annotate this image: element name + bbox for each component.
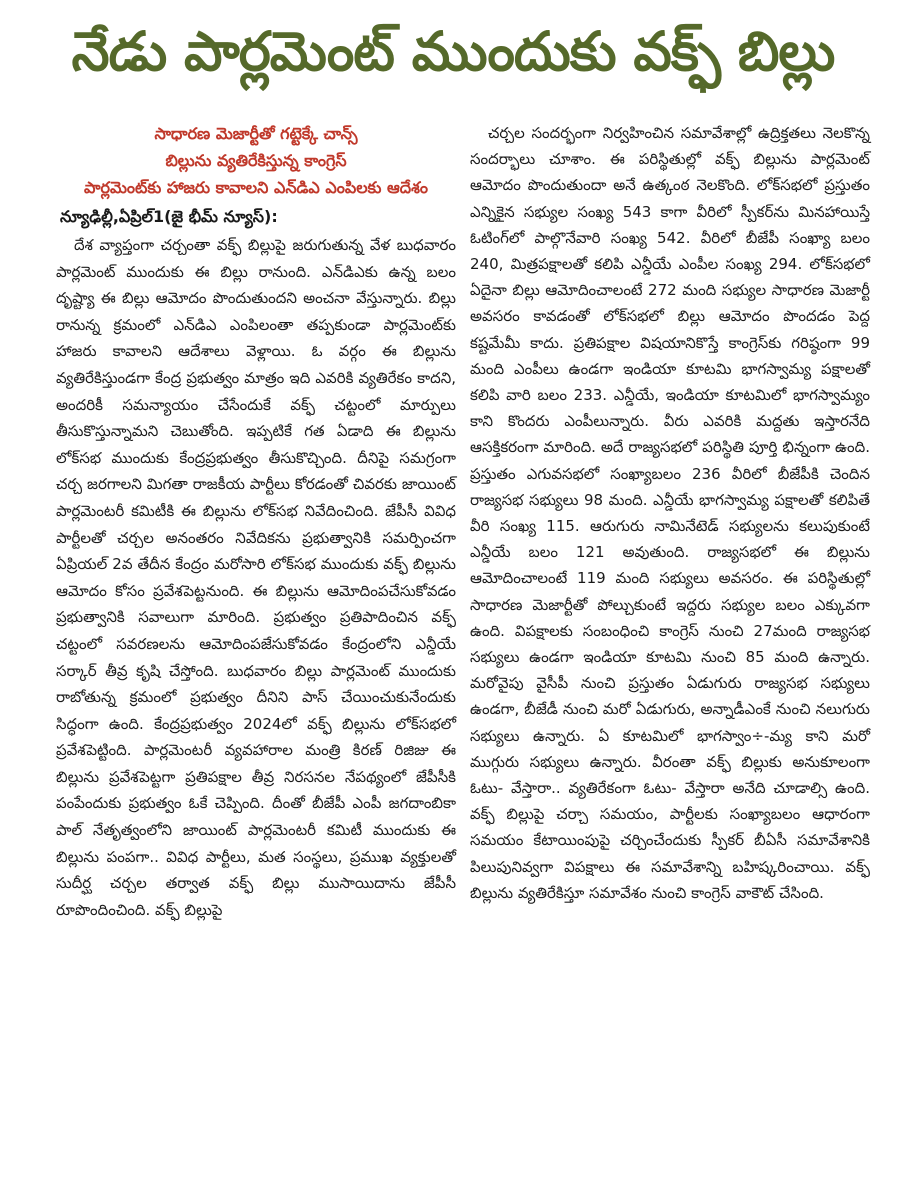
headline: నేడు పార్లమెంట్ ముందుకు వక్ఫ్ బిల్లు xyxy=(71,20,835,83)
right-column xyxy=(470,120,870,906)
subheading-3: పార్లమెంట్‌కు హాజరు కావాలని ఎన్‌డిఎ ఎంపిలకు ఆదేశం xyxy=(84,178,428,197)
right-paragraph: చర్చల సందర్భంగా నిర్వహించిన సమావేశాల్లో ఉద్రిక్తతలు నెలకొన్న సందర్భాలు చూశాం. ఈ పరిస్థితుల్లో వక్ఫ్ బిల్లును పార్లమెంట్ ఆమోదం పొందుతుందా అనే ఉత్కంఠ నెలకొంది. లోక్‌సభలో ప్రస్తుతం ఎన్నికైన సభ్యుల సంఖ్య 543 కాగా వీరిలో స్పీకర్‌ను మినహాయిస్తే ఓటింగ్‌లో పాల్గొనేవారి సంఖ్య 542. వీరిలో బీజేపీ సంఖ్యా బలం 240, మిత్రపక్షాలతో కలిపి ఎన్డీయే ఎంపీల సంఖ్య 294. లోక్‌సభలో ఏదైనా బిల్లు ఆమోదించాలంటే 272 మంది సభ్యుల సాధారణ మెజార్టీ అవసరం కావడంతో లోక్‌సభలో బిల్లు ఆమోదం పొందడం పెద్ద కష్టమేమీ కాదు. ప్రతిపక్షాల విషయానికొస్తే కాంగ్రెస్‌కు గరిష్ఠంగా 99 మంది ఎంపీలు ఉండగా ఇండియా కూటమి భాగస్వామ్య పక్షాలతో కలిపి వారి బలం 233. ఎన్డీయే, ఇండియా కూటమిలో భాగస్వామ్యం కాని కొందరు ఎంపీలున్నారు. వీరు ఎవరికి మద్దతు ఇస్తారనేది ఆసక్తికరంగా మారింది. అదే రాజ్యసభలో పరిస్థితి పూర్తి భిన్నంగా ఉంది. ప్రస్తుతం ఎగువసభలో సంఖ్యాబలం 236 వీరిలో బీజేపీకి చెందిన రాజ్యసభ సభ్యులు 98 మంది. ఎన్డీయే భాగస్వామ్య పక్షాలతో కలిపితే వీరి సంఖ్య 115. ఆరుగురు నామినేటెడ్ సభ్యులను కలుపుకుంటే ఎన్డీయే బలం 121 అవుతుంది. రాజ్యసభలో ఈ బిల్లును ఆమోదించాలంటే 119 మంది సభ్యులు అవసరం. ఈ పరిస్థితుల్లో సాధారణ మెజార్టీతో పోల్చుకుంటే ఇద్దరు సభ్యుల బలం ఎక్కువగా ఉంది. విపక్షాలకు సంబంధించి కాంగ్రెస్ నుంచి 27మంది రాజ్యసభ సభ్యులు ఉండగా ఇండియా కూటమి నుంచి 85 మంది ఉన్నారు. మరోవైపు వైసీపీ నుంచి ప్రస్తుతం ఏడుగురు రాజ్యసభ సభ్యులు ఉండగా, బీజేడీ నుంచి మరో ఏడుగురు, అన్నాడీఎంకే నుంచి నలుగురు సభ్యులు ఉన్నారు. ఏ కూటమిలో భాగస్వాం÷-మ్య కాని మరో ముగ్గురు సభ్యులు ఉన్నారు. వీరంతా వక్ఫ్ బిల్లుకు అనుకూలంగా ఓటు- వేస్తారా.. వ్యతిరేకంగా ఓటు- వేస్తారా అనేది చూడాల్సి ఉంది. వక్ఫ్ బిల్లుపై చర్చా సమయం, పార్టీలకు సంఖ్యాబలం ఆధారంగా సమయం కేటాయింపుపై చర్చించేందుకు స్పీకర్ బీఏసీ సమావేశానికి పిలుపునివ్వగా విపక్షాలు ఈ సమావేశాన్ని బహిష్కరించాయి. వక్ఫ్ బిల్లును వ్యతిరేకిస్తూ సమావేశం నుంచి కాంగ్రెస్ వాకౌట్ చేసింది. xyxy=(470,124,870,902)
article-body-left xyxy=(56,232,456,923)
left-column xyxy=(56,120,456,923)
subheading-2: బిల్లును వ్యతిరేకిస్తున్న కాంగ్రెస్ xyxy=(165,151,347,170)
subheadings xyxy=(56,120,456,201)
dateline: న్యూఢిల్లీ,ఏప్రిల్1(జై భీమ్ న్యూస్): xyxy=(60,207,278,226)
article-body-right xyxy=(470,120,870,906)
left-paragraph: దేశ వ్యాప్తంగా చర్చంతా వక్ఫ్ బిల్లుపై జరుగుతున్న వేళ బుధవారం పార్లమెంట్ ముందుకు ఈ బిల్లు రానుంది. ఎన్‌డిఎకు ఉన్న బలం దృష్ట్యా ఈ బిల్లు ఆమోదం పొందుతుందని అంచనా వేస్తున్నారు. బిల్లు రానున్న క్రమంలో ఎన్‌డిఎ ఎంపిలంతా తప్పకుండా పార్లమెంట్‌కు హాజరు కావాలని ఆదేశాలు వెళ్లాయి. ఓ వర్గం ఈ బిల్లును వ్యతిరేకిస్తుండగా కేంద్ర ప్రభుత్వం మాత్రం ఇది ఎవరికి వ్యతిరేకం కాదని, అందరికీ సమన్యాయం చేసేందుకే వక్ఫ్ చట్టంలో మార్పులు తీసుకొస్తున్నామని చెబుతోంది. ఇప్పటికే గత ఏడాది ఈ బిల్లును లోక్‌సభ ముందుకు కేంద్రప్రభుత్వం తీసుకొచ్చింది. దీనిపై సమగ్రంగా చర్చ జరగాలని మిగతా రాజకీయ పార్టీలు కోరడంతో చివరకు జాయింట్ పార్లమెంటరీ కమిటీకి ఈ బిల్లును లోక్‌సభ నివేదించింది. జేపీసీ వివిధ పార్టీలతో చర్చల అనంతరం నివేదికను ప్రభుత్వానికి సమర్పించగా ఏప్రియల్ 2వ తేదీన కేంద్రం మరోసారి లోక్‌సభ ముందుకు వక్ఫ్ బిల్లును ఆమోదం కోసం ప్రవేశపెట్టనుంది. ఈ బిల్లును ఆమోదింపచేసుకోవడం ప్రభుత్వానికి సవాలుగా మారింది. ప్రభుత్వం ప్రతిపాదించిన వక్ఫ్ చట్టంలో సవరణలను ఆమోదింపజేసుకోవడం కేంద్రంలోని ఎన్డీయే సర్కార్ తీవ్ర కృషి చేస్తోంది. బుధవారం బిల్లు పార్లమెంట్ ముందుకు రాబోతున్న క్రమంలో ప్రభుత్వం దీనిని పాస్ చేయించుకునేందుకు సిద్ధంగా ఉంది. కేంద్రప్రభుత్వం 2024లో వక్ఫ్ బిల్లును లోక్‌సభలో ప్రవేశపెట్టింది. పార్లమెంటరీ వ్యవహారాల మంత్రి కిరణ్ రిజిజు ఈ బిల్లును ప్రవేశపెట్టగా ప్రతిపక్షాల తీవ్ర నిరసనల నేపథ్యంలో జేపీసీకి పంపేందుకు ప్రభుత్వం ఓకే చెప్పింది. దీంతో బీజేపీ ఎంపీ జగదాంబికా పాల్ నేతృత్వంలోని జాయింట్ పార్లమెంటరీ కమిటీ ముందుకు ఈ బిల్లును పంపగా.. వివిధ పార్టీలు, మత సంస్థలు, ప్రముఖ వ్యక్తులతో సుదీర్ఘ చర్చల తర్వాత వక్ఫ్ బిల్లు ముసాయిదాను జేపీసీ రూపొందించింది. వక్ఫ్ బిల్లుపై xyxy=(56,236,456,919)
subheading-1: సాధారణ మెజార్టీతో గట్టెక్కే చాన్స్ xyxy=(154,124,358,143)
